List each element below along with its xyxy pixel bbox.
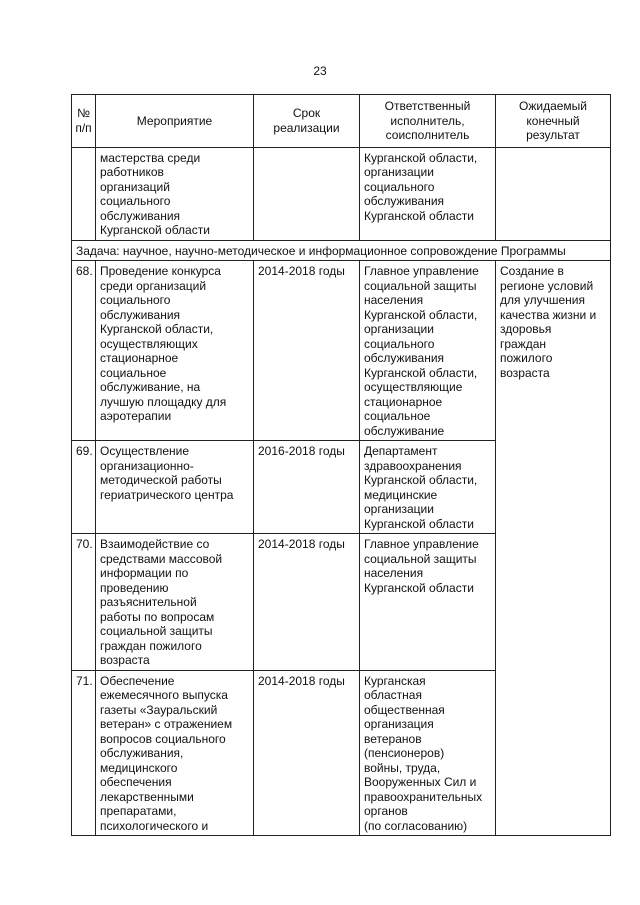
cell-result [496,147,611,240]
cell-term [254,147,360,240]
cell-result-shared: Создание в регионе условий для улучшения качества жизни и здоровья граждан пожилого возраста [496,261,611,836]
cell-event: мастерства среди работников организаций социального обслуживания Курганской области [96,147,254,240]
cell-term: 2014-2018 годы [254,261,360,441]
cell-executor: Курганская областная общественная организация ветеранов (пенсионеров) войны, труда, Вооруженных Сил и правоохранительных органов (по согласованию) [360,670,496,836]
table-header-row [72,95,611,148]
cell-executor: Главное управление социальной защиты населения Курганской области, организации социального обслуживания Курганской области, осуществляющие стационарное социальное обслуживание [360,261,496,441]
cell-event: Обеспечение ежемесячного выпуска газеты «Зауральский ветеран» с отражением вопросов социального обслуживания, медицинского обеспечения лекарственными препаратами, психологического и [96,670,254,836]
header-executor: Ответственный исполнитель, соисполнитель [360,95,496,148]
cell-event: Осуществление организационно- методической работы гериатрического центра [96,441,254,534]
cell-executor: Курганской области, организации социального обслуживания Курганской области [360,147,496,240]
cell-term: 2014-2018 годы [254,534,360,671]
header-term: Срок реализации [254,95,360,148]
table-row [72,261,611,441]
cell-num [72,147,96,240]
header-result: Ожидаемый конечный результат [496,95,611,148]
program-measures-table [71,94,611,836]
cell-term: 2014-2018 годы [254,670,360,836]
header-event: Мероприятие [96,95,254,148]
cell-event: Проведение конкурса среди организаций социального обслуживания Курганской области, осуществляющих стационарное социальное обслуживание, на лучшую площадку для аэротерапии [96,261,254,441]
table-row-continuation [72,147,611,240]
header-num: № п/п [72,95,96,148]
cell-num: 70. [72,534,96,671]
cell-term: 2016-2018 годы [254,441,360,534]
page-number: 23 [313,64,327,78]
cell-event: Взаимодействие со средствами массовой информации по проведению разъяснительной работы по вопросам социальной защиты граждан пожилого возраста [96,534,254,671]
cell-executor: Главное управление социальной защиты населения Курганской области [360,534,496,671]
cell-num: 68. [72,261,96,441]
cell-num: 71. [72,670,96,836]
cell-executor: Департамент здравоохранения Курганской области, медицинские организации Курганской области [360,441,496,534]
task-heading: Задача: научное, научно-методическое и информационное сопровождение Программы [72,240,611,261]
task-row [72,240,611,261]
cell-num: 69. [72,441,96,534]
